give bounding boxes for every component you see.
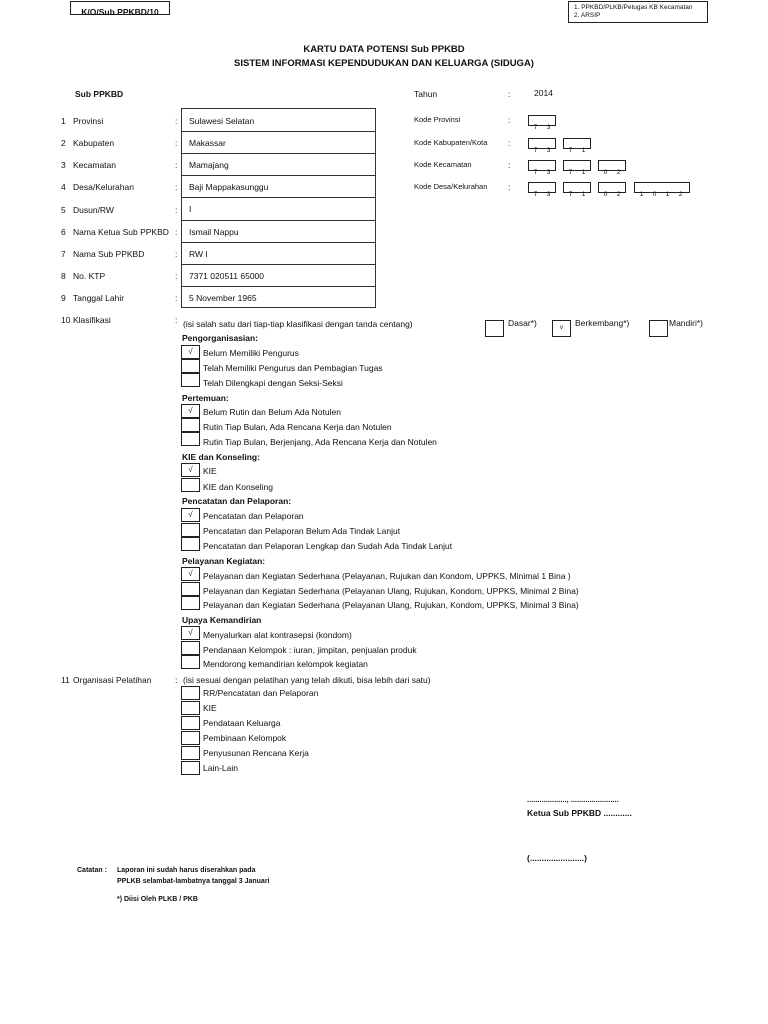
- code-label: Kode Kecamatan: [414, 160, 472, 169]
- option-label: Pelayanan dan Kegiatan Sederhana (Pelayanan, Rujukan dan Kondom, UPPKS, Minimal 1 Bina ): [203, 571, 571, 581]
- klasifikasi-mandiri-label: Mandiri*): [669, 318, 704, 328]
- tahun-colon: :: [508, 89, 511, 99]
- checkbox[interactable]: [181, 686, 200, 700]
- option-label: Menyalurkan alat kontrasepsi (kondom): [203, 630, 352, 640]
- section-title-pengorganisasian: Pengorganisasian:: [182, 333, 259, 343]
- note-line-1: Laporan ini sudah harus diserahkan pada: [117, 867, 256, 874]
- klasifikasi-dasar-checkbox[interactable]: [485, 320, 504, 337]
- field-label: Nama Sub PPKBD: [73, 249, 145, 259]
- checkbox[interactable]: [181, 761, 200, 775]
- field-value: Baji Mappakasunggu: [189, 182, 269, 192]
- checkbox[interactable]: √: [181, 404, 200, 418]
- code-box: 7 3: [528, 182, 556, 193]
- field-divider: [181, 220, 376, 221]
- distribution-box: [568, 1, 708, 23]
- option-label: Pelayanan dan Kegiatan Sederhana (Pelayanan Ulang, Rujukan, Kondom, UPPKS, Minimal 2 Bina): [203, 586, 579, 596]
- klasifikasi-colon: :: [175, 315, 178, 325]
- training-label: Lain-Lain: [203, 763, 238, 773]
- section-title-pelayanan: Pelayanan Kegiatan:: [182, 556, 266, 566]
- code-label: Kode Provinsi: [414, 115, 461, 124]
- tahun-label: Tahun: [414, 89, 438, 99]
- field-number: 9: [61, 293, 66, 303]
- field-colon: :: [175, 182, 178, 192]
- field-label: No. KTP: [73, 271, 106, 281]
- training-label: RR/Pencatatan dan Pelaporan: [203, 688, 319, 698]
- field-colon: :: [175, 116, 178, 126]
- checkbox[interactable]: [181, 701, 200, 715]
- klasifikasi-berkembang-checkbox[interactable]: v: [552, 320, 571, 337]
- field-colon: :: [175, 227, 178, 237]
- klasifikasi-mandiri-checkbox[interactable]: [649, 320, 668, 337]
- checkbox[interactable]: [181, 478, 200, 492]
- option-label: Pendanaan Kelompok : iuran, jimpitan, penjualan produk: [203, 645, 417, 655]
- section-title-kie: KIE dan Konseling:: [182, 452, 260, 462]
- code-box: 0 2: [598, 182, 626, 193]
- option-label: Telah Dilengkapi dengan Seksi-Seksi: [203, 378, 343, 388]
- training-label: Pembinaan Kelompok: [203, 733, 287, 743]
- field-value: Ismail Nappu: [189, 227, 239, 237]
- field-label: Nama Ketua Sub PPKBD: [73, 227, 169, 237]
- field-number: 4: [61, 182, 66, 192]
- field-label: Dusun/RW: [73, 205, 114, 215]
- field-value: I: [189, 204, 192, 214]
- klasifikasi-dasar-label: Dasar*): [508, 318, 537, 328]
- field-number: 6: [61, 227, 66, 237]
- tahun-value: 2014: [534, 88, 553, 98]
- checkbox[interactable]: [181, 731, 200, 745]
- checkbox[interactable]: [181, 596, 200, 610]
- checkbox[interactable]: √: [181, 567, 200, 581]
- field-number: 7: [61, 249, 66, 259]
- checkbox[interactable]: [181, 373, 200, 387]
- checkbox[interactable]: √: [181, 463, 200, 477]
- code-box: 7 3: [528, 160, 556, 171]
- checkbox[interactable]: [181, 523, 200, 537]
- field-colon: :: [175, 271, 178, 281]
- field-value: Makassar: [189, 138, 226, 148]
- field-number: 3: [61, 160, 66, 170]
- option-label: Rutin Tiap Bulan, Berjenjang, Ada Rencana Kerja dan Notulen: [203, 437, 437, 447]
- checkbox[interactable]: [181, 582, 200, 596]
- option-label: Telah Memiliki Pengurus dan Pembagian Tugas: [203, 363, 383, 373]
- klasifikasi-number: 10: [61, 315, 71, 325]
- code-box: 7 1: [563, 182, 591, 193]
- note-line-2: PPLKB selambat-lambatnya tanggal 3 Januari: [117, 878, 270, 885]
- code-box: 1 0 1 2: [634, 182, 690, 193]
- option-label: Pencatatan dan Pelaporan: [203, 511, 304, 521]
- checkbox[interactable]: [181, 641, 200, 655]
- organisasi-instruction: (isi sesuai dengan pelatihan yang telah dikuti, bisa lebih dari satu): [183, 675, 431, 685]
- code-colon: :: [508, 182, 511, 192]
- klasifikasi-instruction: (isi salah satu dari tiap-tiap klasifikasi dengan tanda centang): [183, 319, 413, 329]
- sub-ppkbd-label: Sub PPKBD: [75, 89, 124, 99]
- note-label: Catatan :: [77, 867, 107, 874]
- klasifikasi-berkembang-label: Berkembang*): [575, 318, 630, 328]
- checkbox[interactable]: [181, 655, 200, 669]
- checkbox[interactable]: √: [181, 345, 200, 359]
- section-title-pencatatan: Pencatatan dan Pelaporan:: [182, 496, 292, 506]
- code-colon: :: [508, 115, 511, 125]
- code-colon: :: [508, 160, 511, 170]
- option-label: Mendorong kemandirian kelompok kegiatan: [203, 659, 368, 669]
- field-divider: [181, 131, 376, 132]
- field-divider: [181, 153, 376, 154]
- field-value: 5 November 1965: [189, 293, 257, 303]
- field-number: 2: [61, 138, 66, 148]
- checkbox[interactable]: [181, 432, 200, 446]
- signature-name: (.......................): [527, 853, 587, 863]
- code-colon: :: [508, 138, 511, 148]
- doc-code: K/O/Sub PPKBD/10: [81, 7, 159, 17]
- option-label: KIE dan Konseling: [203, 482, 273, 492]
- field-colon: :: [175, 138, 178, 148]
- code-box: 7 3: [528, 138, 556, 149]
- option-label: Pelayanan dan Kegiatan Sederhana (Pelayanan Ulang, Rujukan, Kondom, UPPKS, Minimal 3 Bina): [203, 600, 579, 610]
- option-label: Rutin Tiap Bulan, Ada Rencana Kerja dan Notulen: [203, 422, 392, 432]
- field-label: Tanggal Lahir: [73, 293, 125, 303]
- field-number: 8: [61, 271, 66, 281]
- section-title-kemandirian: Upaya Kemandirian: [182, 615, 262, 625]
- training-label: KIE: [203, 703, 217, 713]
- field-divider: [181, 175, 376, 176]
- signature-role: Ketua Sub PPKBD ............: [527, 808, 632, 818]
- klasifikasi-label: Klasifikasi: [73, 315, 111, 325]
- training-label: Pendataan Keluarga: [203, 718, 281, 728]
- field-value: 7371 020511 65000: [189, 271, 265, 281]
- code-box: 0 2: [598, 160, 626, 171]
- code-box: 7 1: [563, 138, 591, 149]
- training-label: Penyusunan Rencana Kerja: [203, 748, 309, 758]
- signature-place-date: ..................., .......................: [527, 795, 619, 804]
- field-number: 1: [61, 116, 66, 126]
- checkbox[interactable]: [181, 537, 200, 551]
- field-label: Provinsi: [73, 116, 104, 126]
- field-divider: [181, 286, 376, 287]
- field-value: Sulawesi Selatan: [189, 116, 255, 126]
- code-label: Kode Kabupaten/Kota: [414, 138, 488, 147]
- checkbox[interactable]: [181, 746, 200, 760]
- option-label: Pencatatan dan Pelaporan Belum Ada Tindak Lanjut: [203, 526, 401, 536]
- page-subtitle: SISTEM INFORMASI KEPENDUDUKAN DAN KELUARGA (SIDUGA): [234, 58, 534, 69]
- field-divider: [181, 264, 376, 265]
- field-colon: :: [175, 293, 178, 303]
- organisasi-label: Organisasi Pelatihan: [73, 675, 152, 685]
- checkbox[interactable]: [181, 359, 200, 373]
- doc-code-box: [70, 1, 170, 15]
- distribution-line-2: 2. ARSIP: [574, 12, 601, 19]
- field-colon: :: [175, 160, 178, 170]
- checkbox[interactable]: [181, 418, 200, 432]
- organisasi-number: 11: [61, 675, 70, 685]
- field-colon: :: [175, 249, 178, 259]
- field-value: RW I: [189, 249, 208, 259]
- distribution-line-1: 1. PPKBD/PLKB/Petugas KB Kecamatan: [574, 4, 693, 11]
- checkbox[interactable]: √: [181, 508, 200, 522]
- checkbox[interactable]: √: [181, 626, 200, 640]
- field-value: Mamajang: [189, 160, 229, 170]
- option-label: Belum Rutin dan Belum Ada Notulen: [203, 407, 341, 417]
- field-divider: [181, 242, 376, 243]
- code-label: Kode Desa/Kelurahan: [414, 182, 488, 191]
- field-colon: :: [175, 205, 178, 215]
- option-label: KIE: [203, 466, 217, 476]
- field-label: Kecamatan: [73, 160, 116, 170]
- field-divider: [181, 197, 376, 198]
- page-title: KARTU DATA POTENSI Sub PPKBD: [303, 44, 465, 55]
- field-number: 5: [61, 205, 66, 215]
- checkbox[interactable]: [181, 716, 200, 730]
- field-label: Kabupaten: [73, 138, 115, 148]
- organisasi-colon: :: [175, 675, 178, 685]
- footnote: *) Diisi Oleh PLKB / PKB: [117, 896, 198, 903]
- field-label: Desa/Kelurahan: [73, 182, 134, 192]
- code-box: 7 3: [528, 115, 556, 126]
- option-label: Belum Memiliki Pengurus: [203, 348, 299, 358]
- section-title-pertemuan: Pertemuan:: [182, 393, 229, 403]
- option-label: Pencatatan dan Pelaporan Lengkap dan Sudah Ada Tindak Lanjut: [203, 541, 453, 551]
- code-box: 7 1: [563, 160, 591, 171]
